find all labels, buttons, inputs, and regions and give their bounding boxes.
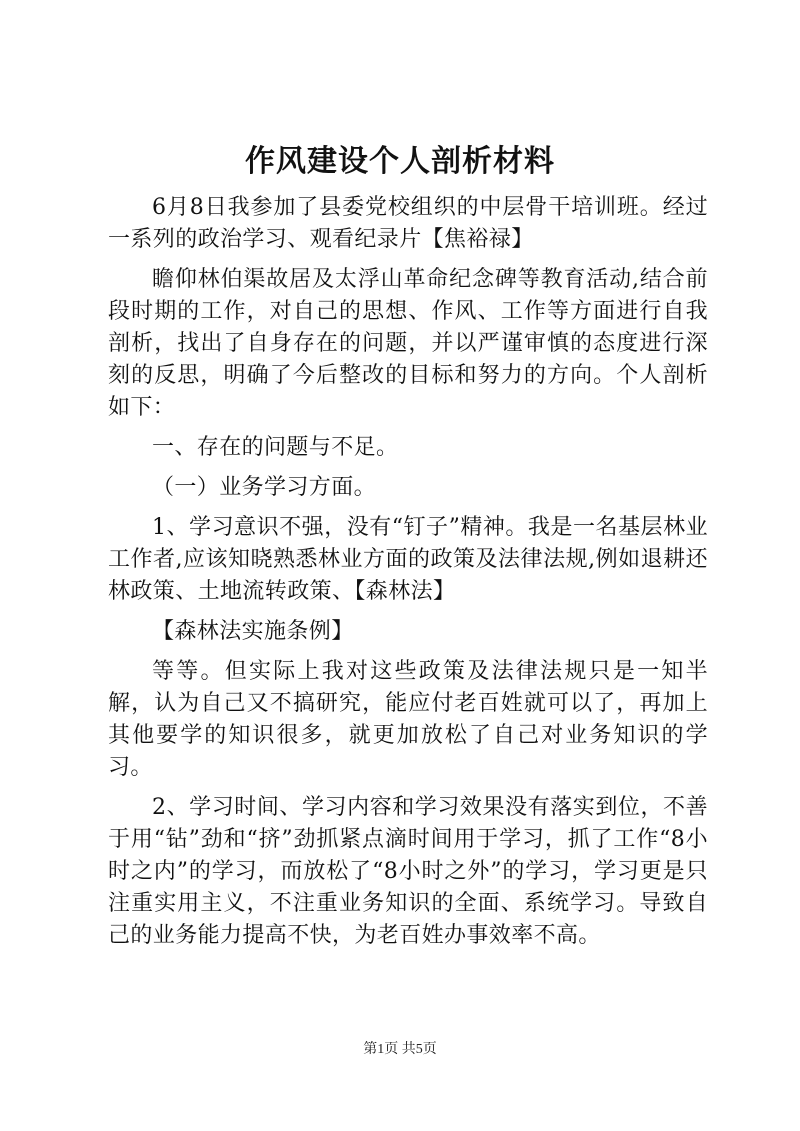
paragraph: 【森林法实施条例】	[152, 619, 354, 644]
paragraph: 6月8日我参加了县委党校组织的中层骨干培训班。经过一系列的政治学习、观看纪录片【焦裕禄】	[108, 195, 708, 252]
paragraph: 等等。但实际上我对这些政策及法律法规只是一知半解，认为自己又不搞研究，能应付老百姓就可以了，再加上其他要学的知识很多，就更加放松了自己对业务知识的学习。	[108, 659, 708, 780]
subsection-heading: （一）业务学习方面。	[152, 475, 377, 500]
section-heading: 一、存在的问题与不足。	[152, 435, 399, 460]
page-title: 作风建设个人剖析材料	[245, 144, 555, 179]
paragraph: 瞻仰林伯渠故居及太浮山革命纪念碑等教育活动,结合前段时期的工作，对自己的思想、作风、工作等方面进行自我剖析，找出了自身存在的问题，并以严谨审慎的态度进行深刻的反思，明确了今后整改的目标和努力的方向。个人剖析如下：	[108, 267, 708, 420]
paragraph: 2、学习时间、学习内容和学习效果没有落实到位，不善于用“钻”劲和“挤”劲抓紧点滴时间用于学习，抓了工作“8小时之内”的学习，而放松了“8小时之外”的学习，学习更是只注重实用主义，不注重业务知识的全面、系统学习。导致自己的业务能力提高不快，为老百姓办事效率不高。	[108, 795, 708, 948]
paragraph: 1、学习意识不强，没有“钉子”精神。我是一名基层林业工作者,应该知晓熟悉林业方面的政策及法律法规,例如退耕还林政策、土地流转政策、【森林法】	[108, 515, 708, 604]
page-footer: 第1页 共5页	[363, 1042, 437, 1057]
document-body	[108, 192, 708, 952]
